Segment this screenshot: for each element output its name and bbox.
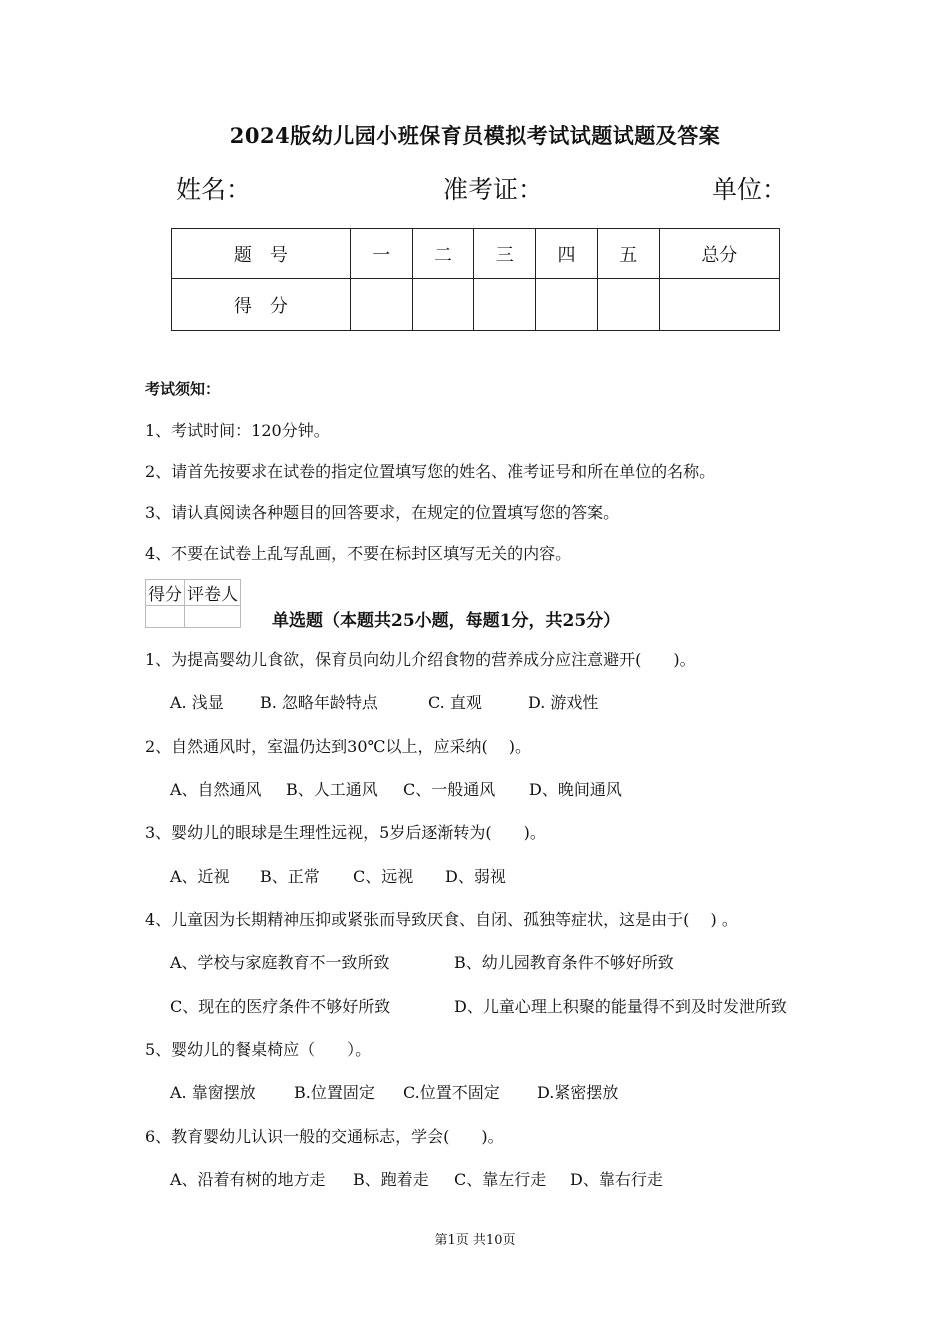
score-header-cell: 总分 [659, 229, 779, 279]
question-option: C、现在的医疗条件不够好所致 [170, 997, 391, 1016]
exam-id-field-label: 准考证： [443, 175, 544, 204]
question-stem: 3、婴幼儿的眼球是生理性远视，5岁后逐渐转为( )。 [145, 823, 546, 842]
grader-box [145, 579, 241, 628]
question-option: A、自然通风 [170, 780, 262, 799]
question-option: B、幼儿园教育条件不够好所致 [454, 953, 674, 972]
grader-score-label: 得分 [146, 580, 185, 606]
question-option: A. 靠窗摆放 [170, 1083, 256, 1102]
question-stem: 4、儿童因为长期精神压抑或紧张而导致厌食、自闭、孤独等症状，这是由于( ) 。 [145, 910, 738, 929]
question-option: A、近视 [170, 867, 230, 886]
question-stem: 1、为提高婴幼儿食欲，保育员向幼儿介绍食物的营养成分应注意避开( )。 [145, 650, 696, 669]
score-cell[interactable] [474, 279, 536, 331]
score-cell[interactable] [659, 279, 779, 331]
question-option: D、儿童心理上积聚的能量得不到及时发泄所致 [454, 997, 787, 1016]
notice-heading: 考试须知： [145, 380, 221, 398]
document-title: 2024版幼儿园小班保育员模拟考试试题试题及答案 [229, 123, 721, 148]
question-option: D、晚间通风 [529, 780, 622, 799]
page-footer: 第1页 共10页 [434, 1233, 516, 1248]
question-option: B、跑着走 [353, 1170, 429, 1189]
notice-item: 3、请认真阅读各种题目的回答要求，在规定的位置填写您的答案。 [145, 503, 620, 522]
question-option: A. 浅显 [170, 693, 224, 712]
grader-score-cell[interactable] [146, 606, 185, 628]
question-option: A、学校与家庭教育不一致所致 [170, 953, 390, 972]
question-option: D、弱视 [445, 867, 506, 886]
question-option: D、靠右行走 [570, 1170, 663, 1189]
question-option: B、正常 [260, 867, 320, 886]
question-option: C.位置不固定 [403, 1083, 500, 1102]
question-stem: 5、婴幼儿的餐桌椅应（ ）。 [145, 1040, 372, 1059]
score-cell[interactable] [597, 279, 659, 331]
question-option: C、一般通风 [403, 780, 496, 799]
score-header-cell: 一 [350, 229, 412, 279]
score-header-cell: 三 [474, 229, 536, 279]
score-table-header-row [172, 229, 780, 279]
score-header-cell: 五 [597, 229, 659, 279]
question-option: B. 忽略年龄特点 [260, 693, 378, 712]
notice-item: 1、考试时间：120分钟。 [145, 421, 330, 440]
section-title: 单选题（本题共25小题，每题1分，共25分） [272, 611, 621, 631]
unit-field-label: 单位： [712, 175, 788, 204]
question-option: C. 直观 [428, 693, 482, 712]
question-option: B.位置固定 [294, 1083, 375, 1102]
question-option: D. 游戏性 [528, 693, 599, 712]
score-header-cell: 题 号 [172, 229, 351, 279]
grader-reviewer-cell[interactable] [185, 606, 241, 628]
question-option: D.紧密摆放 [537, 1083, 619, 1102]
grader-reviewer-label: 评卷人 [185, 580, 241, 606]
notice-item: 2、请首先按要求在试卷的指定位置填写您的姓名、准考证号和所在单位的名称。 [145, 462, 716, 481]
question-option: C、远视 [353, 867, 414, 886]
question-option: A、沿着有树的地方走 [170, 1170, 326, 1189]
score-cell[interactable] [350, 279, 412, 331]
notice-item: 4、不要在试卷上乱写乱画，不要在标封区填写无关的内容。 [145, 544, 572, 563]
score-header-cell: 二 [412, 229, 474, 279]
score-table-score-row [172, 279, 780, 331]
score-table [171, 228, 780, 331]
question-option: C、靠左行走 [454, 1170, 547, 1189]
question-option: B、人工通风 [286, 780, 378, 799]
name-field-label: 姓名： [176, 175, 252, 204]
question-stem: 6、教育婴幼儿认识一般的交通标志，学会( )。 [145, 1127, 504, 1146]
score-header-cell: 四 [536, 229, 598, 279]
score-cell[interactable] [536, 279, 598, 331]
question-stem: 2、自然通风时，室温仍达到30℃以上，应采纳( )。 [145, 737, 532, 756]
score-row-label: 得 分 [172, 279, 351, 331]
score-cell[interactable] [412, 279, 474, 331]
